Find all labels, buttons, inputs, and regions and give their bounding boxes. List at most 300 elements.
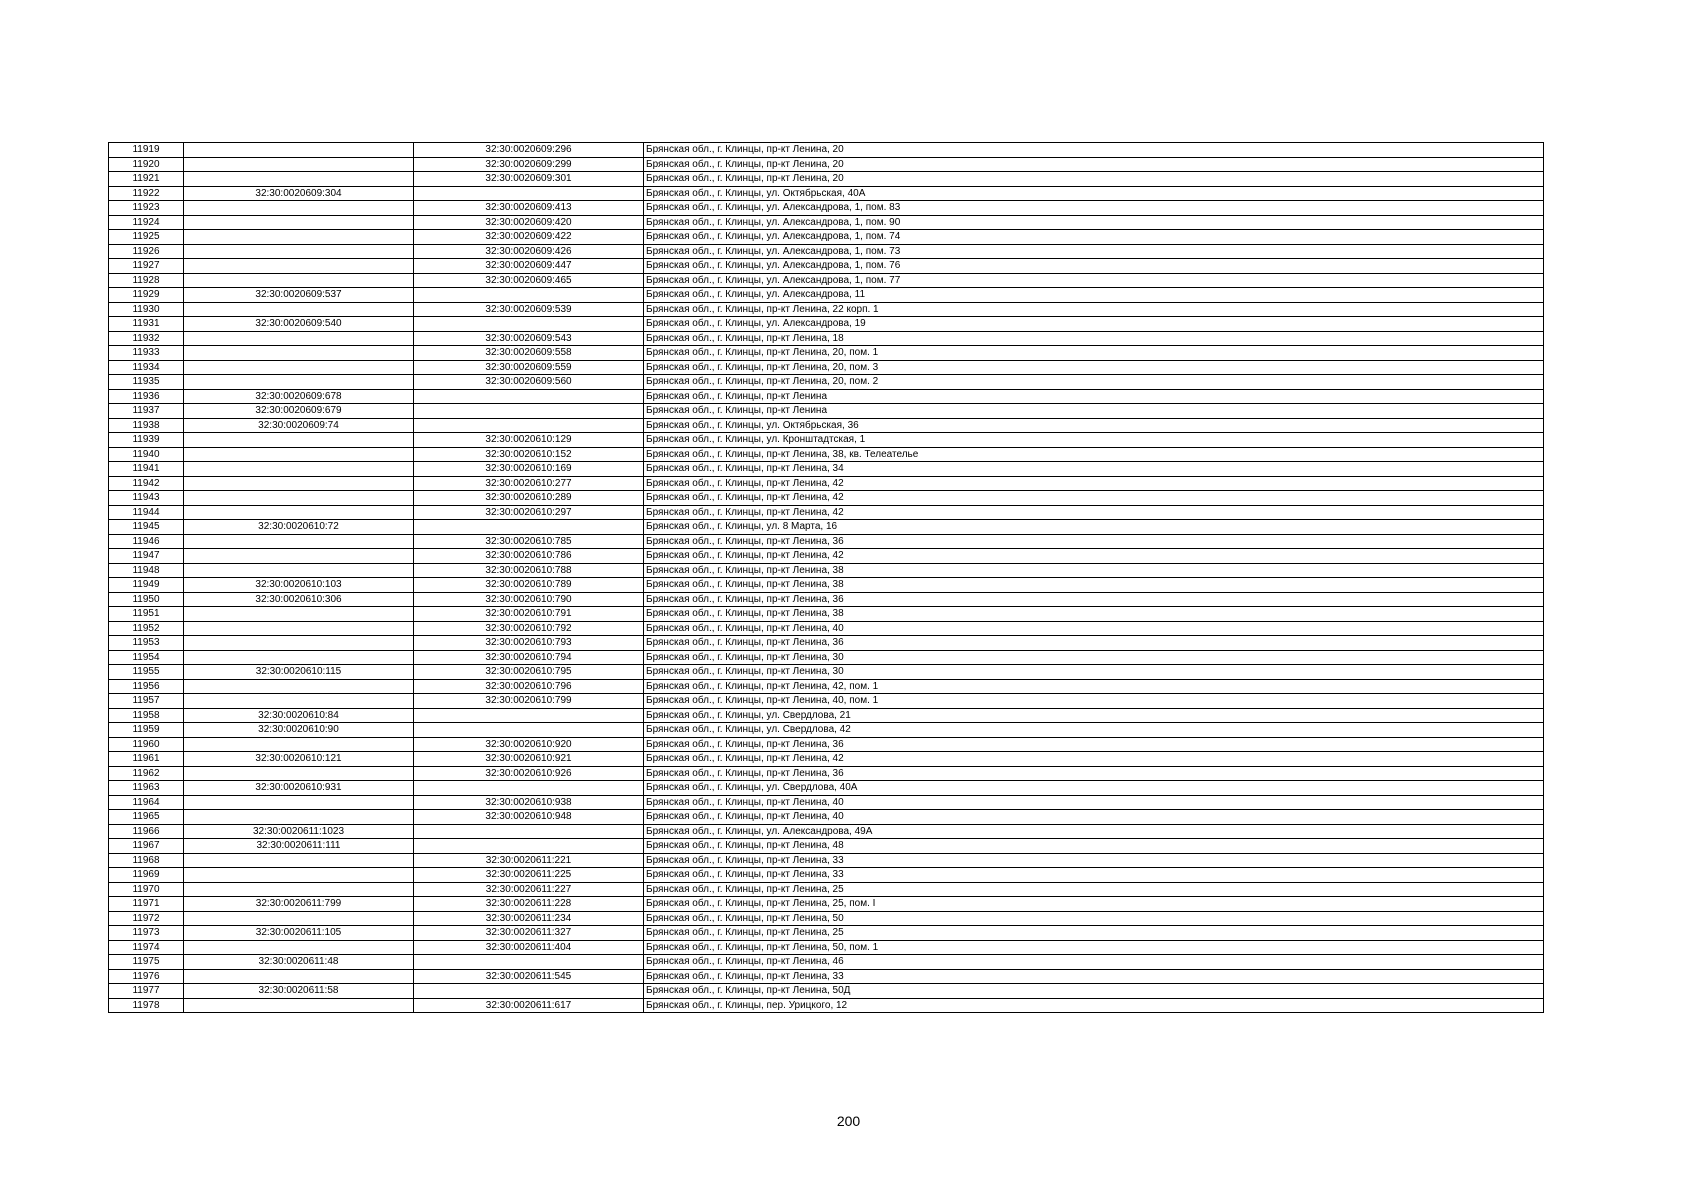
address-cell: Брянская обл., г. Клинцы, ул. Александрова, 11 [644, 288, 1544, 303]
table-row [109, 244, 1544, 259]
row-number-cell: 11952 [109, 621, 184, 636]
object-cadastral-number-cell: 32:30:0020610:277 [414, 476, 644, 491]
address-cell: Брянская обл., г. Клинцы, пр-кт Ленина, 38 [644, 563, 1544, 578]
table-row [109, 273, 1544, 288]
land-cadastral-number-cell [184, 447, 414, 462]
address-cell: Брянская обл., г. Клинцы, ул. Александрова, 1, пом. 83 [644, 201, 1544, 216]
object-cadastral-number-cell: 32:30:0020611:225 [414, 868, 644, 883]
row-number-cell: 11954 [109, 650, 184, 665]
address-cell: Брянская обл., г. Клинцы, ул. Октябрьская, 36 [644, 418, 1544, 433]
address-cell: Брянская обл., г. Клинцы, пр-кт Ленина, 20 [644, 143, 1544, 158]
row-number-cell: 11940 [109, 447, 184, 462]
object-cadastral-number-cell: 32:30:0020610:799 [414, 694, 644, 709]
land-cadastral-number-cell [184, 853, 414, 868]
address-cell: Брянская обл., г. Клинцы, пр-кт Ленина, 36 [644, 737, 1544, 752]
object-cadastral-number-cell [414, 404, 644, 419]
object-cadastral-number-cell [414, 984, 644, 999]
registry-table-body [109, 143, 1544, 1013]
row-number-cell: 11945 [109, 520, 184, 535]
address-cell: Брянская обл., г. Клинцы, пр-кт Ленина, 22 корп. 1 [644, 302, 1544, 317]
table-row [109, 752, 1544, 767]
land-cadastral-number-cell [184, 143, 414, 158]
object-cadastral-number-cell: 32:30:0020611:228 [414, 897, 644, 912]
land-cadastral-number-cell [184, 346, 414, 361]
row-number-cell: 11950 [109, 592, 184, 607]
row-number-cell: 11936 [109, 389, 184, 404]
land-cadastral-number-cell: 32:30:0020610:306 [184, 592, 414, 607]
object-cadastral-number-cell [414, 418, 644, 433]
table-row [109, 201, 1544, 216]
address-cell: Брянская обл., г. Клинцы, пр-кт Ленина, 46 [644, 955, 1544, 970]
address-cell: Брянская обл., г. Клинцы, ул. Александрова, 1, пом. 73 [644, 244, 1544, 259]
row-number-cell: 11951 [109, 607, 184, 622]
row-number-cell: 11974 [109, 940, 184, 955]
row-number-cell: 11920 [109, 157, 184, 172]
land-cadastral-number-cell [184, 273, 414, 288]
table-row [109, 302, 1544, 317]
address-cell: Брянская обл., г. Клинцы, пр-кт Ленина, 40 [644, 795, 1544, 810]
land-cadastral-number-cell [184, 679, 414, 694]
address-cell: Брянская обл., г. Клинцы, пр-кт Ленина, 20 [644, 172, 1544, 187]
address-cell: Брянская обл., г. Клинцы, пр-кт Ленина, 38, кв. Телеателье [644, 447, 1544, 462]
land-cadastral-number-cell: 32:30:0020609:540 [184, 317, 414, 332]
object-cadastral-number-cell: 32:30:0020609:301 [414, 172, 644, 187]
land-cadastral-number-cell [184, 607, 414, 622]
row-number-cell: 11925 [109, 230, 184, 245]
object-cadastral-number-cell [414, 824, 644, 839]
object-cadastral-number-cell: 32:30:0020609:426 [414, 244, 644, 259]
address-cell: Брянская обл., г. Клинцы, пр-кт Ленина, 42 [644, 752, 1544, 767]
land-cadastral-number-cell [184, 969, 414, 984]
table-row [109, 447, 1544, 462]
table-row [109, 723, 1544, 738]
table-row [109, 882, 1544, 897]
land-cadastral-number-cell: 32:30:0020611:799 [184, 897, 414, 912]
land-cadastral-number-cell [184, 331, 414, 346]
row-number-cell: 11934 [109, 360, 184, 375]
table-row [109, 418, 1544, 433]
land-cadastral-number-cell: 32:30:0020610:115 [184, 665, 414, 680]
address-cell: Брянская обл., г. Клинцы, пер. Урицкого, 12 [644, 998, 1544, 1013]
land-cadastral-number-cell [184, 244, 414, 259]
table-row [109, 331, 1544, 346]
land-cadastral-number-cell [184, 505, 414, 520]
address-cell: Брянская обл., г. Клинцы, ул. Свердлова, 21 [644, 708, 1544, 723]
row-number-cell: 11961 [109, 752, 184, 767]
row-number-cell: 11929 [109, 288, 184, 303]
land-cadastral-number-cell [184, 157, 414, 172]
land-cadastral-number-cell: 32:30:0020609:678 [184, 389, 414, 404]
land-cadastral-number-cell: 32:30:0020609:679 [184, 404, 414, 419]
address-cell: Брянская обл., г. Клинцы, пр-кт Ленина, 20, пом. 1 [644, 346, 1544, 361]
object-cadastral-number-cell: 32:30:0020610:791 [414, 607, 644, 622]
object-cadastral-number-cell: 32:30:0020610:297 [414, 505, 644, 520]
table-row [109, 650, 1544, 665]
object-cadastral-number-cell: 32:30:0020609:299 [414, 157, 644, 172]
row-number-cell: 11977 [109, 984, 184, 999]
table-row [109, 215, 1544, 230]
row-number-cell: 11973 [109, 926, 184, 941]
land-cadastral-number-cell: 32:30:0020610:84 [184, 708, 414, 723]
land-cadastral-number-cell [184, 360, 414, 375]
land-cadastral-number-cell [184, 534, 414, 549]
table-row [109, 505, 1544, 520]
table-row [109, 476, 1544, 491]
land-cadastral-number-cell [184, 621, 414, 636]
address-cell: Брянская обл., г. Клинцы, пр-кт Ленина, 40 [644, 621, 1544, 636]
table-row [109, 607, 1544, 622]
object-cadastral-number-cell: 32:30:0020609:447 [414, 259, 644, 274]
object-cadastral-number-cell: 32:30:0020611:234 [414, 911, 644, 926]
row-number-cell: 11964 [109, 795, 184, 810]
land-cadastral-number-cell [184, 766, 414, 781]
address-cell: Брянская обл., г. Клинцы, пр-кт Ленина, 36 [644, 766, 1544, 781]
table-row [109, 853, 1544, 868]
address-cell: Брянская обл., г. Клинцы, ул. Октябрьская, 40А [644, 186, 1544, 201]
page-number: 200 [836, 1113, 861, 1129]
row-number-cell: 11942 [109, 476, 184, 491]
address-cell: Брянская обл., г. Клинцы, пр-кт Ленина, 34 [644, 462, 1544, 477]
object-cadastral-number-cell [414, 186, 644, 201]
table-row [109, 549, 1544, 564]
table-row [109, 984, 1544, 999]
object-cadastral-number-cell: 32:30:0020609:420 [414, 215, 644, 230]
object-cadastral-number-cell: 32:30:0020610:793 [414, 636, 644, 651]
object-cadastral-number-cell [414, 520, 644, 535]
land-cadastral-number-cell [184, 737, 414, 752]
object-cadastral-number-cell: 32:30:0020611:404 [414, 940, 644, 955]
row-number-cell: 11943 [109, 491, 184, 506]
row-number-cell: 11927 [109, 259, 184, 274]
table-row [109, 824, 1544, 839]
table-row [109, 259, 1544, 274]
object-cadastral-number-cell: 32:30:0020610:948 [414, 810, 644, 825]
table-row [109, 578, 1544, 593]
object-cadastral-number-cell: 32:30:0020609:543 [414, 331, 644, 346]
table-row [109, 868, 1544, 883]
land-cadastral-number-cell [184, 636, 414, 651]
address-cell: Брянская обл., г. Клинцы, ул. Александрова, 1, пом. 74 [644, 230, 1544, 245]
object-cadastral-number-cell [414, 708, 644, 723]
row-number-cell: 11923 [109, 201, 184, 216]
row-number-cell: 11978 [109, 998, 184, 1013]
row-number-cell: 11930 [109, 302, 184, 317]
land-cadastral-number-cell: 32:30:0020610:72 [184, 520, 414, 535]
table-row [109, 317, 1544, 332]
table-row [109, 346, 1544, 361]
table-row [109, 665, 1544, 680]
land-cadastral-number-cell [184, 230, 414, 245]
address-cell: Брянская обл., г. Клинцы, ул. Свердлова, 42 [644, 723, 1544, 738]
land-cadastral-number-cell: 32:30:0020610:121 [184, 752, 414, 767]
object-cadastral-number-cell: 32:30:0020610:289 [414, 491, 644, 506]
address-cell: Брянская обл., г. Клинцы, пр-кт Ленина, 18 [644, 331, 1544, 346]
row-number-cell: 11921 [109, 172, 184, 187]
land-cadastral-number-cell: 32:30:0020611:111 [184, 839, 414, 854]
address-cell: Брянская обл., г. Клинцы, пр-кт Ленина, 40 [644, 810, 1544, 825]
land-cadastral-number-cell [184, 491, 414, 506]
address-cell: Брянская обл., г. Клинцы, пр-кт Ленина, 48 [644, 839, 1544, 854]
object-cadastral-number-cell: 32:30:0020609:422 [414, 230, 644, 245]
address-cell: Брянская обл., г. Клинцы, ул. Александрова, 1, пом. 77 [644, 273, 1544, 288]
table-row [109, 389, 1544, 404]
row-number-cell: 11946 [109, 534, 184, 549]
address-cell: Брянская обл., г. Клинцы, пр-кт Ленина, 25 [644, 882, 1544, 897]
row-number-cell: 11976 [109, 969, 184, 984]
land-cadastral-number-cell [184, 215, 414, 230]
address-cell: Брянская обл., г. Клинцы, пр-кт Ленина, 33 [644, 853, 1544, 868]
table-row [109, 969, 1544, 984]
address-cell: Брянская обл., г. Клинцы, пр-кт Ленина, 50 [644, 911, 1544, 926]
land-cadastral-number-cell [184, 375, 414, 390]
object-cadastral-number-cell: 32:30:0020610:794 [414, 650, 644, 665]
row-number-cell: 11948 [109, 563, 184, 578]
object-cadastral-number-cell: 32:30:0020610:792 [414, 621, 644, 636]
object-cadastral-number-cell: 32:30:0020610:785 [414, 534, 644, 549]
row-number-cell: 11949 [109, 578, 184, 593]
land-cadastral-number-cell: 32:30:0020610:103 [184, 578, 414, 593]
table-row [109, 926, 1544, 941]
row-number-cell: 11953 [109, 636, 184, 651]
object-cadastral-number-cell: 32:30:0020609:413 [414, 201, 644, 216]
object-cadastral-number-cell: 32:30:0020610:796 [414, 679, 644, 694]
land-cadastral-number-cell: 32:30:0020610:931 [184, 781, 414, 796]
row-number-cell: 11938 [109, 418, 184, 433]
object-cadastral-number-cell: 32:30:0020610:169 [414, 462, 644, 477]
property-registry-table [108, 142, 1544, 1013]
object-cadastral-number-cell: 32:30:0020610:129 [414, 433, 644, 448]
row-number-cell: 11969 [109, 868, 184, 883]
land-cadastral-number-cell: 32:30:0020611:48 [184, 955, 414, 970]
row-number-cell: 11924 [109, 215, 184, 230]
object-cadastral-number-cell: 32:30:0020611:221 [414, 853, 644, 868]
table-row [109, 592, 1544, 607]
address-cell: Брянская обл., г. Клинцы, пр-кт Ленина, 20, пом. 2 [644, 375, 1544, 390]
table-row [109, 143, 1544, 158]
table-row [109, 404, 1544, 419]
table-row [109, 520, 1544, 535]
address-cell: Брянская обл., г. Клинцы, ул. Александрова, 1, пом. 76 [644, 259, 1544, 274]
row-number-cell: 11960 [109, 737, 184, 752]
address-cell: Брянская обл., г. Клинцы, пр-кт Ленина, 38 [644, 578, 1544, 593]
address-cell: Брянская обл., г. Клинцы, ул. Свердлова, 40А [644, 781, 1544, 796]
land-cadastral-number-cell [184, 868, 414, 883]
address-cell: Брянская обл., г. Клинцы, ул. Александрова, 19 [644, 317, 1544, 332]
land-cadastral-number-cell: 32:30:0020609:74 [184, 418, 414, 433]
address-cell: Брянская обл., г. Клинцы, пр-кт Ленина, 20 [644, 157, 1544, 172]
object-cadastral-number-cell [414, 389, 644, 404]
land-cadastral-number-cell: 32:30:0020611:58 [184, 984, 414, 999]
row-number-cell: 11966 [109, 824, 184, 839]
address-cell: Брянская обл., г. Клинцы, пр-кт Ленина [644, 404, 1544, 419]
land-cadastral-number-cell [184, 172, 414, 187]
row-number-cell: 11963 [109, 781, 184, 796]
table-row [109, 679, 1544, 694]
table-row [109, 694, 1544, 709]
land-cadastral-number-cell: 32:30:0020611:105 [184, 926, 414, 941]
table-row [109, 781, 1544, 796]
row-number-cell: 11932 [109, 331, 184, 346]
object-cadastral-number-cell: 32:30:0020610:786 [414, 549, 644, 564]
land-cadastral-number-cell: 32:30:0020610:90 [184, 723, 414, 738]
table-row [109, 737, 1544, 752]
address-cell: Брянская обл., г. Клинцы, ул. 8 Марта, 16 [644, 520, 1544, 535]
object-cadastral-number-cell [414, 955, 644, 970]
address-cell: Брянская обл., г. Клинцы, ул. Александрова, 1, пом. 90 [644, 215, 1544, 230]
row-number-cell: 11933 [109, 346, 184, 361]
table-row [109, 491, 1544, 506]
address-cell: Брянская обл., г. Клинцы, пр-кт Ленина, 40, пом. 1 [644, 694, 1544, 709]
land-cadastral-number-cell [184, 940, 414, 955]
table-row [109, 375, 1544, 390]
address-cell: Брянская обл., г. Клинцы, пр-кт Ленина, 36 [644, 592, 1544, 607]
land-cadastral-number-cell [184, 882, 414, 897]
table-row [109, 621, 1544, 636]
object-cadastral-number-cell [414, 781, 644, 796]
object-cadastral-number-cell: 32:30:0020609:559 [414, 360, 644, 375]
land-cadastral-number-cell [184, 259, 414, 274]
address-cell: Брянская обл., г. Клинцы, пр-кт Ленина, 42 [644, 476, 1544, 491]
row-number-cell: 11956 [109, 679, 184, 694]
table-row [109, 563, 1544, 578]
table-row [109, 766, 1544, 781]
row-number-cell: 11928 [109, 273, 184, 288]
table-row [109, 462, 1544, 477]
row-number-cell: 11970 [109, 882, 184, 897]
address-cell: Брянская обл., г. Клинцы, пр-кт Ленина, 33 [644, 868, 1544, 883]
table-row [109, 911, 1544, 926]
table-row [109, 534, 1544, 549]
row-number-cell: 11919 [109, 143, 184, 158]
object-cadastral-number-cell [414, 839, 644, 854]
land-cadastral-number-cell [184, 476, 414, 491]
object-cadastral-number-cell: 32:30:0020609:296 [414, 143, 644, 158]
table-row [109, 940, 1544, 955]
address-cell: Брянская обл., г. Клинцы, пр-кт Ленина, 25, пом. I [644, 897, 1544, 912]
table-row [109, 172, 1544, 187]
land-cadastral-number-cell [184, 694, 414, 709]
land-cadastral-number-cell [184, 433, 414, 448]
object-cadastral-number-cell: 32:30:0020610:795 [414, 665, 644, 680]
table-row [109, 955, 1544, 970]
table-row [109, 839, 1544, 854]
object-cadastral-number-cell: 32:30:0020611:617 [414, 998, 644, 1013]
row-number-cell: 11959 [109, 723, 184, 738]
row-number-cell: 11958 [109, 708, 184, 723]
row-number-cell: 11972 [109, 911, 184, 926]
object-cadastral-number-cell: 32:30:0020610:921 [414, 752, 644, 767]
object-cadastral-number-cell: 32:30:0020610:790 [414, 592, 644, 607]
land-cadastral-number-cell [184, 462, 414, 477]
land-cadastral-number-cell: 32:30:0020609:537 [184, 288, 414, 303]
address-cell: Брянская обл., г. Клинцы, пр-кт Ленина, 33 [644, 969, 1544, 984]
address-cell: Брянская обл., г. Клинцы, пр-кт Ленина, 42 [644, 491, 1544, 506]
row-number-cell: 11962 [109, 766, 184, 781]
row-number-cell: 11926 [109, 244, 184, 259]
row-number-cell: 11968 [109, 853, 184, 868]
object-cadastral-number-cell [414, 288, 644, 303]
address-cell: Брянская обл., г. Клинцы, пр-кт Ленина, 38 [644, 607, 1544, 622]
address-cell: Брянская обл., г. Клинцы, пр-кт Ленина, 42, пом. 1 [644, 679, 1544, 694]
address-cell: Брянская обл., г. Клинцы, пр-кт Ленина, 20, пом. 3 [644, 360, 1544, 375]
address-cell: Брянская обл., г. Клинцы, пр-кт Ленина [644, 389, 1544, 404]
table-row [109, 795, 1544, 810]
object-cadastral-number-cell [414, 317, 644, 332]
row-number-cell: 11971 [109, 897, 184, 912]
land-cadastral-number-cell [184, 810, 414, 825]
land-cadastral-number-cell: 32:30:0020609:304 [184, 186, 414, 201]
land-cadastral-number-cell [184, 795, 414, 810]
object-cadastral-number-cell: 32:30:0020610:789 [414, 578, 644, 593]
object-cadastral-number-cell: 32:30:0020609:560 [414, 375, 644, 390]
row-number-cell: 11939 [109, 433, 184, 448]
row-number-cell: 11967 [109, 839, 184, 854]
row-number-cell: 11931 [109, 317, 184, 332]
table-row [109, 708, 1544, 723]
address-cell: Брянская обл., г. Клинцы, пр-кт Ленина, 50, пом. 1 [644, 940, 1544, 955]
address-cell: Брянская обл., г. Клинцы, пр-кт Ленина, 42 [644, 505, 1544, 520]
land-cadastral-number-cell [184, 563, 414, 578]
object-cadastral-number-cell: 32:30:0020609:558 [414, 346, 644, 361]
object-cadastral-number-cell: 32:30:0020610:152 [414, 447, 644, 462]
table-row [109, 433, 1544, 448]
row-number-cell: 11941 [109, 462, 184, 477]
address-cell: Брянская обл., г. Клинцы, пр-кт Ленина, 50Д [644, 984, 1544, 999]
address-cell: Брянская обл., г. Клинцы, пр-кт Ленина, 25 [644, 926, 1544, 941]
row-number-cell: 11947 [109, 549, 184, 564]
object-cadastral-number-cell: 32:30:0020610:938 [414, 795, 644, 810]
table-row [109, 360, 1544, 375]
address-cell: Брянская обл., г. Клинцы, ул. Кронштадтская, 1 [644, 433, 1544, 448]
object-cadastral-number-cell: 32:30:0020609:539 [414, 302, 644, 317]
row-number-cell: 11965 [109, 810, 184, 825]
table-row [109, 636, 1544, 651]
land-cadastral-number-cell [184, 998, 414, 1013]
row-number-cell: 11937 [109, 404, 184, 419]
table-row [109, 897, 1544, 912]
land-cadastral-number-cell [184, 302, 414, 317]
row-number-cell: 11975 [109, 955, 184, 970]
table-row [109, 157, 1544, 172]
row-number-cell: 11922 [109, 186, 184, 201]
address-cell: Брянская обл., г. Клинцы, пр-кт Ленина, 36 [644, 534, 1544, 549]
address-cell: Брянская обл., г. Клинцы, пр-кт Ленина, 42 [644, 549, 1544, 564]
table-row [109, 998, 1544, 1013]
address-cell: Брянская обл., г. Клинцы, пр-кт Ленина, 30 [644, 650, 1544, 665]
row-number-cell: 11957 [109, 694, 184, 709]
object-cadastral-number-cell: 32:30:0020609:465 [414, 273, 644, 288]
land-cadastral-number-cell [184, 911, 414, 926]
address-cell: Брянская обл., г. Клинцы, ул. Александрова, 49А [644, 824, 1544, 839]
object-cadastral-number-cell: 32:30:0020610:788 [414, 563, 644, 578]
object-cadastral-number-cell [414, 723, 644, 738]
object-cadastral-number-cell: 32:30:0020610:926 [414, 766, 644, 781]
row-number-cell: 11955 [109, 665, 184, 680]
land-cadastral-number-cell [184, 549, 414, 564]
table-row [109, 288, 1544, 303]
land-cadastral-number-cell [184, 650, 414, 665]
land-cadastral-number-cell [184, 201, 414, 216]
address-cell: Брянская обл., г. Клинцы, пр-кт Ленина, 36 [644, 636, 1544, 651]
row-number-cell: 11944 [109, 505, 184, 520]
object-cadastral-number-cell: 32:30:0020611:545 [414, 969, 644, 984]
table-row [109, 186, 1544, 201]
object-cadastral-number-cell: 32:30:0020611:227 [414, 882, 644, 897]
object-cadastral-number-cell: 32:30:0020610:920 [414, 737, 644, 752]
row-number-cell: 11935 [109, 375, 184, 390]
address-cell: Брянская обл., г. Клинцы, пр-кт Ленина, 30 [644, 665, 1544, 680]
land-cadastral-number-cell: 32:30:0020611:1023 [184, 824, 414, 839]
